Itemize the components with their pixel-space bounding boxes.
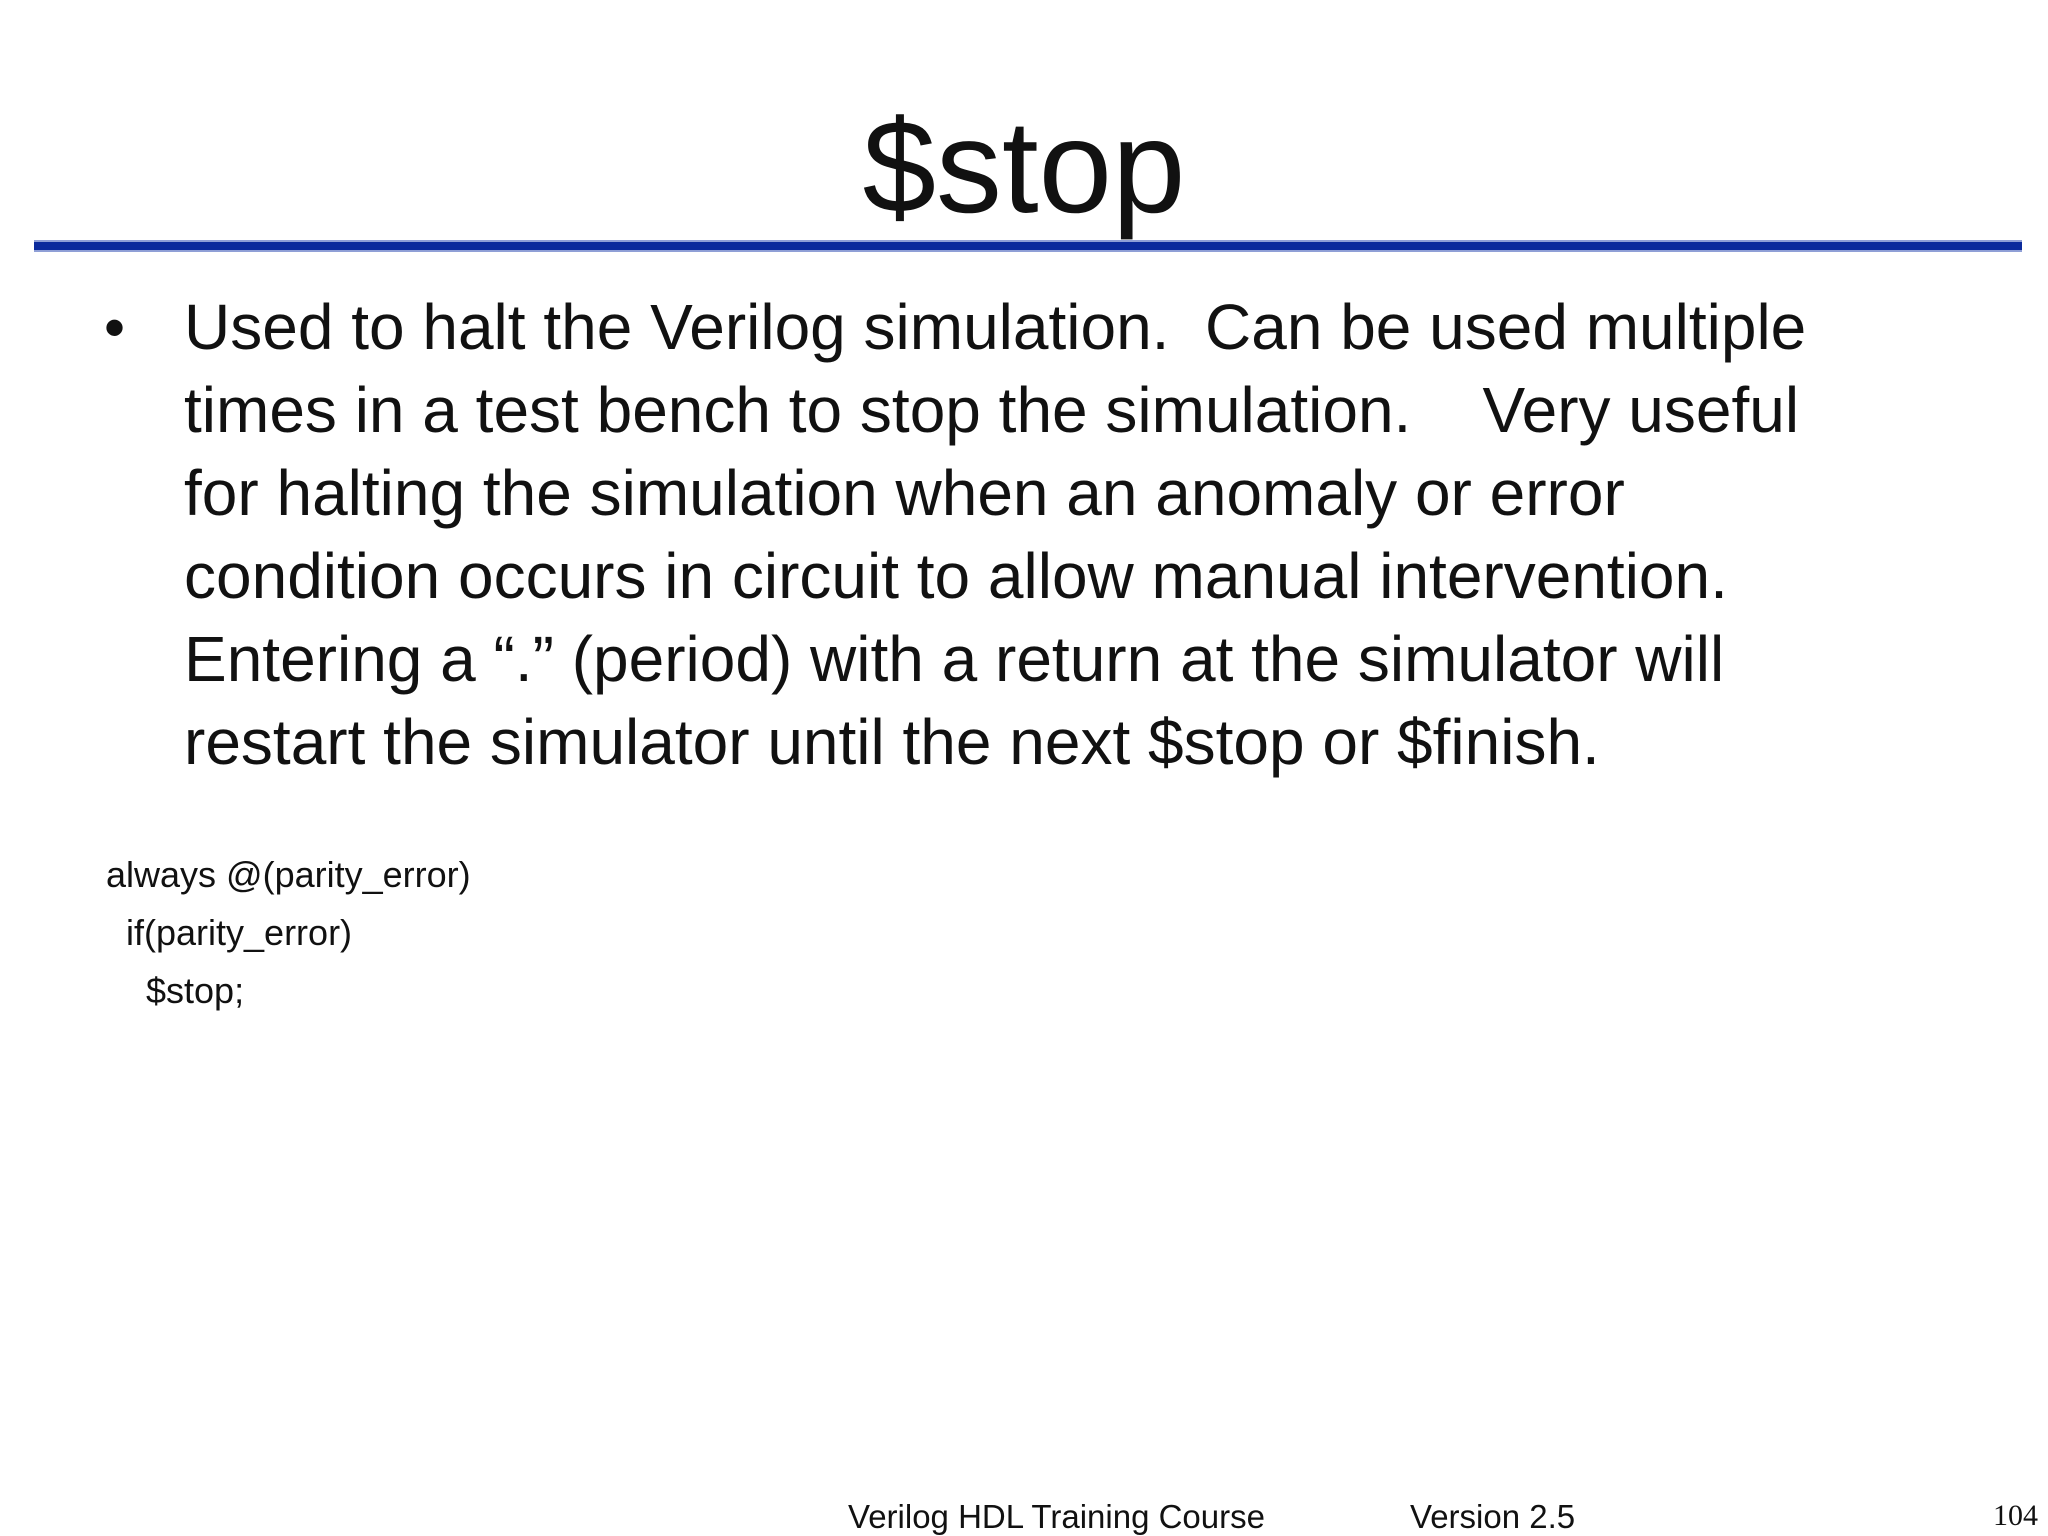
- footer-version: Version 2.5: [1410, 1498, 1576, 1535]
- bullet-text-line: Entering a “.” (period) with a return at the simulator will: [184, 623, 1725, 695]
- code-example: [106, 846, 471, 1020]
- slide-title: $stop: [862, 93, 1186, 240]
- footer-course-title: Verilog HDL Training Course: [848, 1498, 1265, 1535]
- bullet-text-line: restart the simulator until the next $stop or $finish.: [184, 706, 1600, 778]
- bullet-text-line: for halting the simulation when an anomaly or error: [184, 457, 1625, 529]
- code-line: $stop;: [106, 970, 245, 1011]
- code-line: if(parity_error): [106, 912, 353, 953]
- bullet-text-line: Used to halt the Verilog simulation. Can be used multiple: [184, 291, 1807, 363]
- page-number: 104: [1993, 1499, 2038, 1532]
- title-underline-rule: [34, 240, 2022, 252]
- code-line: always @(parity_error): [106, 854, 471, 895]
- bullet-marker: •: [104, 294, 126, 361]
- bullet-text-line: condition occurs in circuit to allow manual intervention.: [184, 540, 1728, 612]
- bullet-text-line: times in a test bench to stop the simulation. Very useful: [184, 374, 1800, 446]
- bullet-text: [184, 286, 2044, 784]
